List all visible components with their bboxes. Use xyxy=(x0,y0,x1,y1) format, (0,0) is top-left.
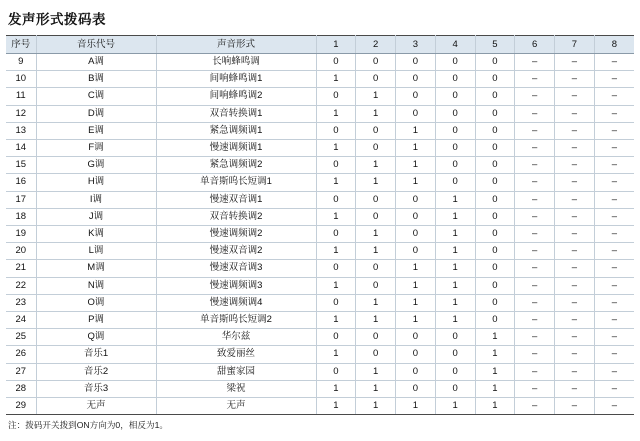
cell-bit-1: 1 xyxy=(316,243,356,260)
cell-bit-3: 1 xyxy=(396,312,436,329)
cell-seq: 18 xyxy=(6,208,36,225)
cell-bit-7: – xyxy=(555,174,595,191)
cell-bit-2: 1 xyxy=(356,226,396,243)
cell-bit-3: 0 xyxy=(396,346,436,363)
cell-bit-1: 1 xyxy=(316,346,356,363)
cell-form: 慢速双音调3 xyxy=(156,260,316,277)
cell-bit-8: – xyxy=(594,157,634,174)
cell-bit-1: 0 xyxy=(316,122,356,139)
table-row xyxy=(6,71,634,88)
cell-bit-1: 0 xyxy=(316,157,356,174)
cell-bit-2: 0 xyxy=(356,191,396,208)
cell-form: 慢速双音调2 xyxy=(156,243,316,260)
cell-bit-6: – xyxy=(515,88,555,105)
cell-bit-5: 0 xyxy=(475,208,515,225)
cell-bit-5: 0 xyxy=(475,243,515,260)
cell-seq: 12 xyxy=(6,105,36,122)
cell-bit-3: 0 xyxy=(396,226,436,243)
cell-bit-6: – xyxy=(515,346,555,363)
cell-bit-3: 0 xyxy=(396,208,436,225)
cell-bit-7: – xyxy=(555,226,595,243)
cell-bit-1: 1 xyxy=(316,208,356,225)
cell-code: 音乐3 xyxy=(36,380,156,397)
cell-bit-6: – xyxy=(515,122,555,139)
cell-bit-4: 1 xyxy=(435,277,475,294)
cell-bit-5: 0 xyxy=(475,157,515,174)
cell-bit-4: 0 xyxy=(435,380,475,397)
cell-bit-5: 0 xyxy=(475,277,515,294)
cell-bit-2: 0 xyxy=(356,54,396,71)
cell-bit-3: 0 xyxy=(396,71,436,88)
cell-bit-7: – xyxy=(555,191,595,208)
cell-bit-6: – xyxy=(515,191,555,208)
cell-bit-7: – xyxy=(555,312,595,329)
cell-code: K调 xyxy=(36,226,156,243)
cell-bit-4: 1 xyxy=(435,312,475,329)
cell-bit-4: 1 xyxy=(435,208,475,225)
cell-bit-3: 1 xyxy=(396,122,436,139)
cell-bit-4: 1 xyxy=(435,191,475,208)
cell-bit-1: 1 xyxy=(316,71,356,88)
cell-bit-6: – xyxy=(515,398,555,415)
cell-seq: 19 xyxy=(6,226,36,243)
cell-bit-5: 0 xyxy=(475,105,515,122)
cell-bit-7: – xyxy=(555,346,595,363)
cell-bit-5: 0 xyxy=(475,122,515,139)
table-row xyxy=(6,329,634,346)
cell-seq: 28 xyxy=(6,380,36,397)
cell-code: N调 xyxy=(36,277,156,294)
cell-bit-1: 0 xyxy=(316,191,356,208)
cell-bit-6: – xyxy=(515,226,555,243)
cell-bit-5: 0 xyxy=(475,54,515,71)
table-row xyxy=(6,243,634,260)
cell-bit-6: – xyxy=(515,54,555,71)
cell-seq: 11 xyxy=(6,88,36,105)
cell-code: O调 xyxy=(36,294,156,311)
sound-code-table xyxy=(6,35,634,415)
cell-bit-6: – xyxy=(515,277,555,294)
cell-form: 紧急调频调2 xyxy=(156,157,316,174)
cell-form: 慢速调频调2 xyxy=(156,226,316,243)
cell-bit-7: – xyxy=(555,71,595,88)
cell-bit-8: – xyxy=(594,122,634,139)
column-header-bit-4: 4 xyxy=(435,36,475,54)
cell-form: 间响蜂鸣调2 xyxy=(156,88,316,105)
cell-bit-8: – xyxy=(594,329,634,346)
cell-bit-2: 0 xyxy=(356,260,396,277)
cell-bit-2: 0 xyxy=(356,122,396,139)
column-header-code: 音乐代号 xyxy=(36,36,156,54)
cell-form: 单音斯呜长短调1 xyxy=(156,174,316,191)
cell-code: G调 xyxy=(36,157,156,174)
cell-seq: 27 xyxy=(6,363,36,380)
cell-bit-8: – xyxy=(594,398,634,415)
cell-bit-8: – xyxy=(594,260,634,277)
table-body xyxy=(6,54,634,415)
cell-bit-5: 0 xyxy=(475,260,515,277)
cell-code: C调 xyxy=(36,88,156,105)
cell-bit-1: 0 xyxy=(316,363,356,380)
cell-seq: 15 xyxy=(6,157,36,174)
cell-bit-6: – xyxy=(515,329,555,346)
table-row xyxy=(6,105,634,122)
cell-bit-8: – xyxy=(594,363,634,380)
cell-bit-1: 1 xyxy=(316,140,356,157)
cell-bit-7: – xyxy=(555,277,595,294)
cell-code: M调 xyxy=(36,260,156,277)
cell-bit-6: – xyxy=(515,71,555,88)
cell-seq: 29 xyxy=(6,398,36,415)
cell-bit-6: – xyxy=(515,157,555,174)
cell-seq: 23 xyxy=(6,294,36,311)
cell-bit-1: 0 xyxy=(316,54,356,71)
cell-bit-2: 0 xyxy=(356,346,396,363)
cell-bit-7: – xyxy=(555,88,595,105)
cell-bit-5: 0 xyxy=(475,71,515,88)
cell-code: P调 xyxy=(36,312,156,329)
cell-bit-1: 0 xyxy=(316,260,356,277)
table-row xyxy=(6,312,634,329)
column-header-bit-3: 3 xyxy=(396,36,436,54)
cell-bit-8: – xyxy=(594,226,634,243)
cell-code: L调 xyxy=(36,243,156,260)
cell-bit-8: – xyxy=(594,380,634,397)
table-header xyxy=(6,36,634,54)
cell-bit-3: 0 xyxy=(396,380,436,397)
page-title: 发声形式拨码表 xyxy=(8,12,106,27)
cell-bit-4: 0 xyxy=(435,105,475,122)
cell-bit-8: – xyxy=(594,140,634,157)
cell-bit-5: 1 xyxy=(475,363,515,380)
cell-bit-3: 1 xyxy=(396,174,436,191)
cell-bit-3: 0 xyxy=(396,105,436,122)
cell-bit-1: 1 xyxy=(316,380,356,397)
cell-seq: 26 xyxy=(6,346,36,363)
cell-bit-3: 0 xyxy=(396,54,436,71)
cell-code: B调 xyxy=(36,71,156,88)
cell-bit-4: 0 xyxy=(435,329,475,346)
cell-bit-2: 1 xyxy=(356,105,396,122)
cell-bit-6: – xyxy=(515,260,555,277)
table-row xyxy=(6,174,634,191)
cell-bit-4: 0 xyxy=(435,174,475,191)
cell-bit-4: 1 xyxy=(435,226,475,243)
table-row xyxy=(6,122,634,139)
cell-bit-4: 1 xyxy=(435,243,475,260)
cell-bit-5: 0 xyxy=(475,226,515,243)
table-row xyxy=(6,380,634,397)
cell-bit-4: 0 xyxy=(435,346,475,363)
cell-form: 慢速双音调1 xyxy=(156,191,316,208)
cell-bit-5: 0 xyxy=(475,88,515,105)
cell-form: 紧急调频调1 xyxy=(156,122,316,139)
table-row xyxy=(6,191,634,208)
cell-form: 慢速调频调4 xyxy=(156,294,316,311)
cell-bit-8: – xyxy=(594,191,634,208)
cell-code: 无声 xyxy=(36,398,156,415)
cell-bit-7: – xyxy=(555,122,595,139)
column-header-bit-6: 6 xyxy=(515,36,555,54)
cell-code: A调 xyxy=(36,54,156,71)
cell-bit-1: 0 xyxy=(316,329,356,346)
cell-form: 甜蜜家园 xyxy=(156,363,316,380)
cell-bit-1: 0 xyxy=(316,294,356,311)
table-row xyxy=(6,346,634,363)
column-header-bit-1: 1 xyxy=(316,36,356,54)
table-row xyxy=(6,54,634,71)
cell-bit-3: 0 xyxy=(396,88,436,105)
cell-bit-7: – xyxy=(555,329,595,346)
cell-form: 慢速调频调3 xyxy=(156,277,316,294)
cell-code: J调 xyxy=(36,208,156,225)
cell-form: 间响蜂鸣调1 xyxy=(156,71,316,88)
cell-bit-8: – xyxy=(594,71,634,88)
cell-bit-7: – xyxy=(555,208,595,225)
cell-code: D调 xyxy=(36,105,156,122)
cell-form: 华尔兹 xyxy=(156,329,316,346)
cell-bit-8: – xyxy=(594,105,634,122)
cell-bit-7: – xyxy=(555,363,595,380)
cell-bit-4: 0 xyxy=(435,140,475,157)
cell-bit-7: – xyxy=(555,398,595,415)
cell-form: 梁祝 xyxy=(156,380,316,397)
cell-bit-2: 0 xyxy=(356,329,396,346)
cell-code: H调 xyxy=(36,174,156,191)
cell-bit-6: – xyxy=(515,140,555,157)
cell-bit-3: 1 xyxy=(396,398,436,415)
cell-bit-1: 0 xyxy=(316,88,356,105)
cell-form: 长响蜂鸣调 xyxy=(156,54,316,71)
cell-bit-8: – xyxy=(594,346,634,363)
cell-bit-2: 0 xyxy=(356,140,396,157)
cell-bit-6: – xyxy=(515,312,555,329)
cell-bit-7: – xyxy=(555,294,595,311)
cell-code: E调 xyxy=(36,122,156,139)
cell-seq: 25 xyxy=(6,329,36,346)
cell-bit-5: 1 xyxy=(475,329,515,346)
cell-bit-1: 1 xyxy=(316,277,356,294)
cell-bit-2: 1 xyxy=(356,380,396,397)
cell-seq: 20 xyxy=(6,243,36,260)
cell-bit-6: – xyxy=(515,208,555,225)
cell-bit-8: – xyxy=(594,312,634,329)
cell-bit-2: 1 xyxy=(356,398,396,415)
cell-bit-4: 0 xyxy=(435,88,475,105)
cell-bit-8: – xyxy=(594,294,634,311)
cell-bit-5: 0 xyxy=(475,294,515,311)
table-row xyxy=(6,363,634,380)
cell-bit-2: 1 xyxy=(356,363,396,380)
cell-bit-1: 1 xyxy=(316,312,356,329)
cell-code: 音乐1 xyxy=(36,346,156,363)
cell-bit-7: – xyxy=(555,243,595,260)
cell-bit-3: 0 xyxy=(396,243,436,260)
cell-bit-4: 1 xyxy=(435,260,475,277)
cell-bit-5: 0 xyxy=(475,174,515,191)
table-row xyxy=(6,398,634,415)
cell-bit-7: – xyxy=(555,157,595,174)
cell-code: 音乐2 xyxy=(36,363,156,380)
cell-form: 无声 xyxy=(156,398,316,415)
cell-seq: 10 xyxy=(6,71,36,88)
cell-bit-4: 0 xyxy=(435,363,475,380)
table-header-row xyxy=(6,36,634,54)
cell-form: 单音斯呜长短调2 xyxy=(156,312,316,329)
cell-bit-7: – xyxy=(555,54,595,71)
cell-bit-8: – xyxy=(594,88,634,105)
cell-bit-3: 1 xyxy=(396,157,436,174)
cell-bit-3: 1 xyxy=(396,140,436,157)
table-row xyxy=(6,277,634,294)
table-row xyxy=(6,260,634,277)
cell-bit-3: 0 xyxy=(396,329,436,346)
cell-bit-3: 0 xyxy=(396,363,436,380)
cell-code: F调 xyxy=(36,140,156,157)
cell-bit-8: – xyxy=(594,277,634,294)
column-header-form: 声音形式 xyxy=(156,36,316,54)
cell-bit-2: 0 xyxy=(356,277,396,294)
table-row xyxy=(6,157,634,174)
cell-form: 双音转换调1 xyxy=(156,105,316,122)
cell-bit-6: – xyxy=(515,174,555,191)
table-note: 注：拨码开关拨到ON方向为0，相反为1。 xyxy=(8,420,168,431)
cell-bit-5: 1 xyxy=(475,380,515,397)
cell-bit-2: 1 xyxy=(356,294,396,311)
cell-bit-4: 0 xyxy=(435,71,475,88)
cell-bit-4: 1 xyxy=(435,294,475,311)
cell-bit-2: 1 xyxy=(356,157,396,174)
cell-bit-2: 0 xyxy=(356,71,396,88)
cell-bit-7: – xyxy=(555,380,595,397)
cell-bit-5: 0 xyxy=(475,140,515,157)
cell-bit-6: – xyxy=(515,105,555,122)
cell-bit-1: 1 xyxy=(316,398,356,415)
cell-bit-8: – xyxy=(594,243,634,260)
cell-bit-3: 1 xyxy=(396,294,436,311)
column-header-seq: 序号 xyxy=(6,36,36,54)
cell-bit-7: – xyxy=(555,260,595,277)
cell-bit-4: 0 xyxy=(435,54,475,71)
cell-bit-6: – xyxy=(515,294,555,311)
cell-bit-8: – xyxy=(594,174,634,191)
cell-bit-2: 1 xyxy=(356,312,396,329)
cell-code: I调 xyxy=(36,191,156,208)
cell-code: Q调 xyxy=(36,329,156,346)
cell-seq: 21 xyxy=(6,260,36,277)
cell-bit-1: 1 xyxy=(316,105,356,122)
cell-form: 慢速调频调1 xyxy=(156,140,316,157)
cell-bit-8: – xyxy=(594,54,634,71)
cell-seq: 14 xyxy=(6,140,36,157)
cell-bit-3: 1 xyxy=(396,260,436,277)
cell-bit-1: 1 xyxy=(316,174,356,191)
cell-bit-2: 0 xyxy=(356,208,396,225)
cell-seq: 13 xyxy=(6,122,36,139)
cell-bit-3: 1 xyxy=(396,277,436,294)
cell-bit-2: 1 xyxy=(356,243,396,260)
cell-bit-5: 0 xyxy=(475,191,515,208)
cell-form: 双音转换调2 xyxy=(156,208,316,225)
cell-bit-5: 1 xyxy=(475,346,515,363)
cell-seq: 16 xyxy=(6,174,36,191)
cell-bit-7: – xyxy=(555,105,595,122)
table-row xyxy=(6,88,634,105)
cell-bit-6: – xyxy=(515,243,555,260)
cell-bit-3: 0 xyxy=(396,191,436,208)
table-row xyxy=(6,140,634,157)
cell-bit-5: 0 xyxy=(475,312,515,329)
cell-bit-4: 1 xyxy=(435,398,475,415)
cell-form: 致爱丽丝 xyxy=(156,346,316,363)
column-header-bit-5: 5 xyxy=(475,36,515,54)
cell-seq: 9 xyxy=(6,54,36,71)
cell-bit-6: – xyxy=(515,380,555,397)
cell-bit-6: – xyxy=(515,363,555,380)
cell-bit-4: 0 xyxy=(435,122,475,139)
cell-seq: 22 xyxy=(6,277,36,294)
column-header-bit-2: 2 xyxy=(356,36,396,54)
cell-bit-2: 1 xyxy=(356,88,396,105)
cell-seq: 17 xyxy=(6,191,36,208)
cell-bit-4: 0 xyxy=(435,157,475,174)
cell-seq: 24 xyxy=(6,312,36,329)
table-row xyxy=(6,226,634,243)
cell-bit-7: – xyxy=(555,140,595,157)
cell-bit-1: 0 xyxy=(316,226,356,243)
table-row xyxy=(6,208,634,225)
column-header-bit-7: 7 xyxy=(555,36,595,54)
table-row xyxy=(6,294,634,311)
cell-bit-5: 1 xyxy=(475,398,515,415)
column-header-bit-8: 8 xyxy=(594,36,634,54)
cell-bit-8: – xyxy=(594,208,634,225)
cell-bit-2: 1 xyxy=(356,174,396,191)
